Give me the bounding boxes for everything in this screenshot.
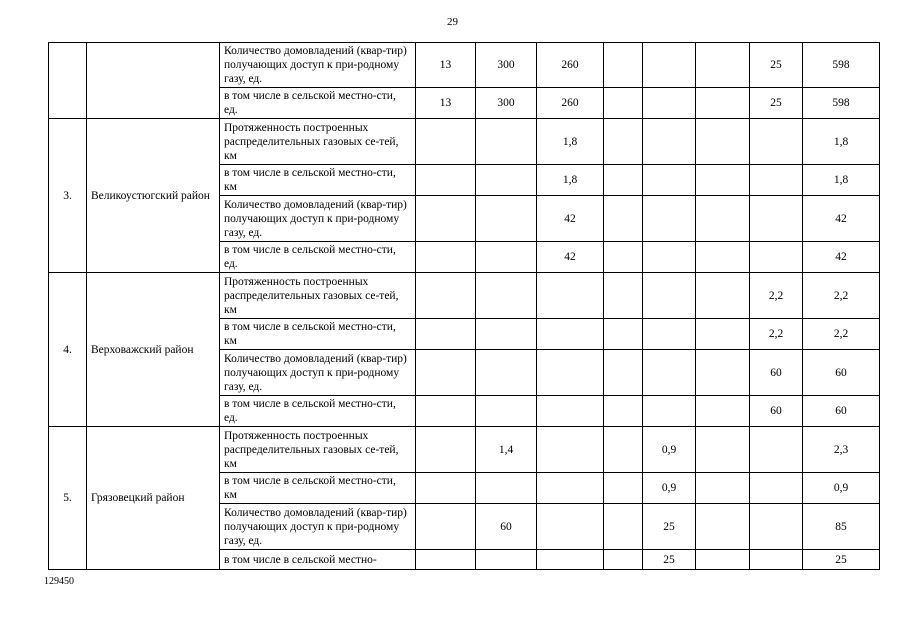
value-cell [696,196,750,242]
value-cell: 60 [476,504,537,550]
value-cell [604,242,643,273]
indicator-text: в том числе в сельской местно- [224,554,377,566]
value-cell [604,319,643,350]
page-number: 29 [447,16,458,28]
value-cell [696,119,750,165]
value-cell [750,119,803,165]
value-cell [604,473,643,504]
value-cell [696,427,750,473]
value-cell [476,273,537,319]
value-cell [604,427,643,473]
value-cell [643,396,696,427]
indicator-cell: Протяженность построенных распределительных газовых се-тей, км [220,427,416,473]
value-cell [476,350,537,396]
value-cell [750,242,803,273]
value-cell [537,396,604,427]
value-cell: 2,2 [803,273,880,319]
data-table [48,42,880,570]
value-cell [416,319,476,350]
value-cell [416,473,476,504]
value-cell [750,550,803,570]
value-cell: 598 [803,88,880,119]
value-cell [416,242,476,273]
value-cell: 0,9 [803,473,880,504]
value-cell [643,273,696,319]
value-cell [416,427,476,473]
value-cell: 25 [750,43,803,88]
value-cell: 260 [537,88,604,119]
value-cell: 260 [537,43,604,88]
value-cell: 598 [803,43,880,88]
value-cell [696,396,750,427]
district-cell: Верховажский район [87,273,220,427]
indicator-cell: Количество домовладений (квар-тир) получающих доступ к при-родному газу, ед. [220,43,416,88]
row-number-cell: 4. [49,273,87,427]
value-cell: 0,9 [643,427,696,473]
value-cell [416,550,476,570]
indicator-cell: Количество домовладений (квар-тир) получающих доступ к при-родному газу, ед. [220,504,416,550]
value-cell [696,88,750,119]
value-cell: 1,8 [803,119,880,165]
indicator-cell: в том числе в сельской местно-сти, ед. [220,242,416,273]
value-cell [604,350,643,396]
value-cell [696,165,750,196]
value-cell [537,273,604,319]
value-cell [696,242,750,273]
value-cell [696,504,750,550]
value-cell [604,504,643,550]
value-cell [537,550,604,570]
value-cell [416,396,476,427]
indicator-cell: Протяженность построенных распределительных газовых се-тей, км [220,119,416,165]
value-cell: 25 [643,504,696,550]
value-cell: 13 [416,88,476,119]
value-cell [750,165,803,196]
value-cell: 25 [643,550,696,570]
value-cell [537,504,604,550]
value-cell [643,242,696,273]
value-cell [537,427,604,473]
value-cell: 60 [803,350,880,396]
value-cell: 1,8 [803,165,880,196]
indicator-cell: в том числе в сельской местно-сти, км [220,165,416,196]
value-cell [476,196,537,242]
value-cell [696,319,750,350]
indicator-cell: в том числе в сельской местно-сти, км [220,319,416,350]
value-cell [537,319,604,350]
value-cell [604,43,643,88]
value-cell: 1,8 [537,165,604,196]
district-cell: Великоустюгский район [87,119,220,273]
value-cell [476,550,537,570]
table-row [49,119,880,165]
value-cell [476,242,537,273]
value-cell [696,473,750,504]
value-cell [604,196,643,242]
value-cell [416,273,476,319]
table-row [49,427,880,473]
value-cell: 85 [803,504,880,550]
value-cell: 2,2 [750,319,803,350]
value-cell [416,119,476,165]
value-cell [750,504,803,550]
value-cell: 13 [416,43,476,88]
value-cell [537,350,604,396]
value-cell [476,119,537,165]
value-cell [696,43,750,88]
value-cell [604,165,643,196]
value-cell: 60 [750,350,803,396]
value-cell: 2,2 [750,273,803,319]
value-cell [750,473,803,504]
value-cell [696,550,750,570]
value-cell [604,273,643,319]
indicator-cell [220,550,416,570]
value-cell: 2,3 [803,427,880,473]
value-cell [416,504,476,550]
value-cell [537,473,604,504]
indicator-cell: в том числе в сельской местно-сти, ед. [220,88,416,119]
value-cell [750,427,803,473]
value-cell: 25 [803,550,880,570]
indicator-cell: Протяженность построенных распределительных газовых се-тей, км [220,273,416,319]
value-cell: 300 [476,43,537,88]
value-cell: 2,2 [803,319,880,350]
value-cell [604,396,643,427]
document-id: 129450 [44,576,74,587]
indicator-cell: в том числе в сельской местно-сти, ед. [220,396,416,427]
value-cell [750,196,803,242]
value-cell [416,196,476,242]
value-cell [476,165,537,196]
value-cell [643,43,696,88]
value-cell [643,88,696,119]
indicator-cell: Количество домовладений (квар-тир) получающих доступ к при-родному газу, ед. [220,196,416,242]
value-cell [643,350,696,396]
value-cell [604,550,643,570]
value-cell [643,165,696,196]
value-cell [416,350,476,396]
value-cell: 300 [476,88,537,119]
value-cell: 1,8 [537,119,604,165]
value-cell [476,319,537,350]
indicator-cell: в том числе в сельской местно-сти, км [220,473,416,504]
value-cell [643,196,696,242]
value-cell: 60 [803,396,880,427]
table-row [49,273,880,319]
value-cell: 42 [537,242,604,273]
value-cell [416,165,476,196]
row-number-cell: 5. [49,427,87,570]
value-cell [604,88,643,119]
row-number-cell [49,43,87,119]
value-cell [643,319,696,350]
value-cell [604,119,643,165]
value-cell [696,350,750,396]
value-cell: 42 [537,196,604,242]
value-cell: 1,4 [476,427,537,473]
value-cell [696,273,750,319]
value-cell: 25 [750,88,803,119]
value-cell: 42 [803,196,880,242]
district-cell: Грязовецкий район [87,427,220,570]
value-cell [476,396,537,427]
value-cell: 0,9 [643,473,696,504]
value-cell [476,473,537,504]
table-row [49,43,880,88]
indicator-cell: Количество домовладений (квар-тир) получающих доступ к при-родному газу, ед. [220,350,416,396]
district-cell [87,43,220,119]
value-cell: 42 [803,242,880,273]
value-cell: 60 [750,396,803,427]
value-cell [643,119,696,165]
row-number-cell: 3. [49,119,87,273]
